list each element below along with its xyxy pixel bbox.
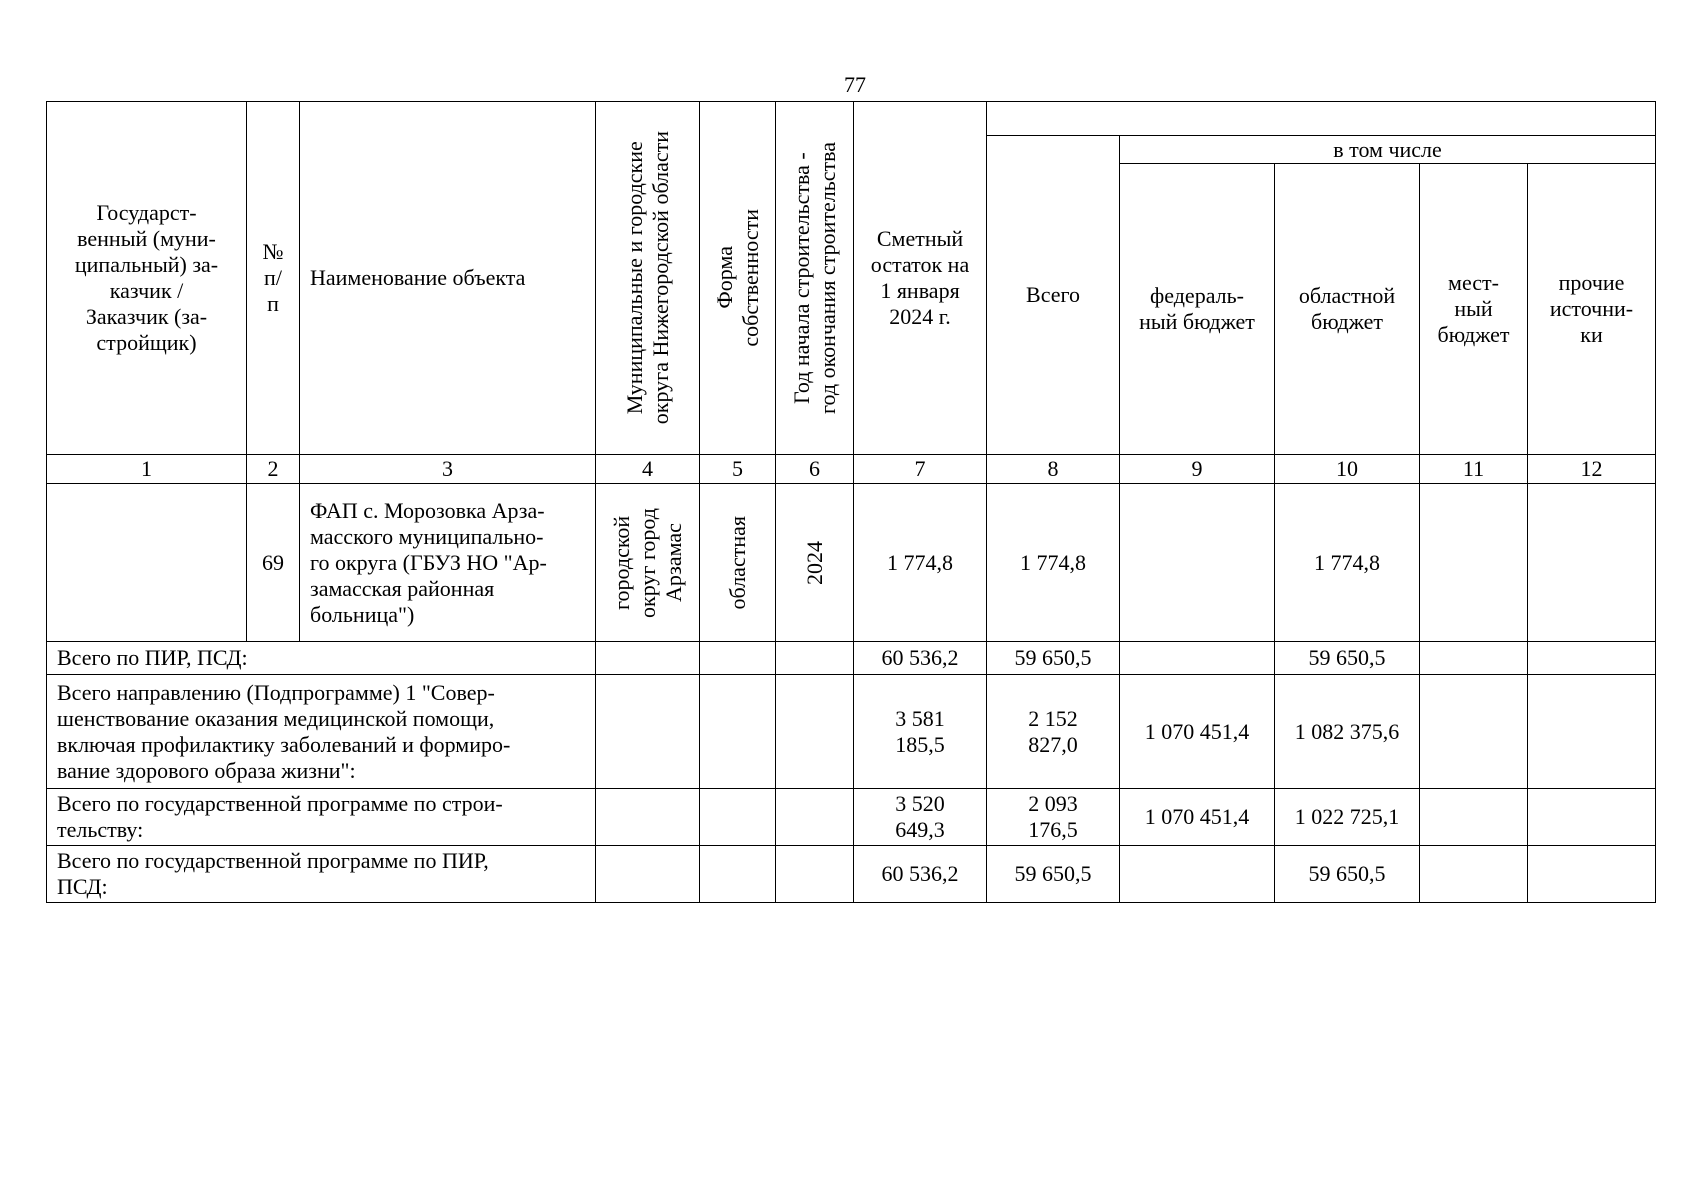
- total-federal: [1120, 642, 1275, 675]
- total-sum: 59 650,5: [987, 642, 1120, 675]
- column-number: 1: [47, 455, 247, 484]
- column-number: 11: [1420, 455, 1528, 484]
- column-number: 4: [596, 455, 700, 484]
- empty-cell: [776, 675, 854, 789]
- empty-cell: [596, 642, 700, 675]
- table-row-total: [47, 789, 1656, 846]
- header-regional: областной бюджет: [1275, 164, 1420, 455]
- header-row-number: № п/ п: [247, 102, 300, 455]
- column-number-row: [47, 455, 1656, 484]
- total-federal: 1 070 451,4: [1120, 789, 1275, 846]
- empty-cell: [700, 642, 776, 675]
- total-estimate: 60 536,2: [854, 642, 987, 675]
- header-ownership: [700, 102, 776, 455]
- total-federal: [1120, 846, 1275, 903]
- total-label: Всего по государственной программе по строи- тельству:: [47, 789, 596, 846]
- column-number: 5: [700, 455, 776, 484]
- header-customer: Государст- венный (муни- ципальный) за- казчик / Заказчик (за- стройщик): [47, 102, 247, 455]
- empty-cell: [596, 846, 700, 903]
- table-row-total: [47, 642, 1656, 675]
- object-years-text: 2024: [801, 540, 827, 585]
- total-other: [1528, 675, 1656, 789]
- header-years-text: Год начала строительства - год окончания строительства: [788, 142, 840, 414]
- total-sum: 2 093 176,5: [987, 789, 1120, 846]
- column-number: 8: [987, 455, 1120, 484]
- header-object-name: Наименование объекта: [300, 102, 596, 455]
- column-number: 10: [1275, 455, 1420, 484]
- total-regional: 59 650,5: [1275, 642, 1420, 675]
- empty-cell: [776, 642, 854, 675]
- header-other: прочие источни- ки: [1528, 164, 1656, 455]
- empty-cell: [776, 789, 854, 846]
- total-other: [1528, 642, 1656, 675]
- table-row-total: [47, 846, 1656, 903]
- total-label: Всего по государственной программе по ПИР, ПСД:: [47, 846, 596, 903]
- total-other: [1528, 789, 1656, 846]
- total-federal: 1 070 451,4: [1120, 675, 1275, 789]
- construction-budget-table: [46, 101, 1656, 903]
- header-total: Всего: [987, 136, 1120, 455]
- object-local: [1420, 484, 1528, 642]
- empty-cell: [776, 846, 854, 903]
- empty-cell: [700, 789, 776, 846]
- object-ownership-text: областная: [724, 515, 750, 610]
- total-local: [1420, 675, 1528, 789]
- column-number: 12: [1528, 455, 1656, 484]
- column-number: 2: [247, 455, 300, 484]
- object-years: [776, 484, 854, 642]
- total-sum: 2 152 827,0: [987, 675, 1120, 789]
- total-regional: 59 650,5: [1275, 846, 1420, 903]
- total-estimate: 3 581 185,5: [854, 675, 987, 789]
- total-regional: 1 022 725,1: [1275, 789, 1420, 846]
- header-including: в том числе: [1120, 136, 1656, 164]
- column-number: 3: [300, 455, 596, 484]
- object-customer: [47, 484, 247, 642]
- total-label: Всего по ПИР, ПСД:: [47, 642, 596, 675]
- column-number: 9: [1120, 455, 1275, 484]
- header-federal: федераль- ный бюджет: [1120, 164, 1275, 455]
- object-total: 1 774,8: [987, 484, 1120, 642]
- total-sum: 59 650,5: [987, 846, 1120, 903]
- object-district-text: городской округ город Арзамас: [608, 507, 686, 618]
- table-row-object: [47, 484, 1656, 642]
- header-district-text: Муниципальные и городские округа Нижегородской области: [621, 131, 673, 425]
- total-estimate: 3 520 649,3: [854, 789, 987, 846]
- total-local: [1420, 846, 1528, 903]
- object-number: 69: [247, 484, 300, 642]
- total-estimate: 60 536,2: [854, 846, 987, 903]
- page-number: 77: [844, 72, 866, 97]
- header-funding-group: [987, 102, 1656, 136]
- total-other: [1528, 846, 1656, 903]
- object-other: [1528, 484, 1656, 642]
- object-federal: [1120, 484, 1275, 642]
- header-estimate: Сметный остаток на 1 января 2024 г.: [854, 102, 987, 455]
- object-regional: 1 774,8: [1275, 484, 1420, 642]
- empty-cell: [700, 846, 776, 903]
- object-estimate: 1 774,8: [854, 484, 987, 642]
- object-name: ФАП с. Морозовка Арза- масского муниципально- го округа (ГБУЗ НО "Ар- замасская районная больница"): [300, 484, 596, 642]
- total-local: [1420, 642, 1528, 675]
- total-local: [1420, 789, 1528, 846]
- empty-cell: [596, 675, 700, 789]
- object-ownership: [700, 484, 776, 642]
- table-row-total: [47, 675, 1656, 789]
- total-label: Всего направлению (Подпрограмме) 1 "Совер- шенствование оказания медицинской помощи, включая профилактику заболеваний и формиро- вание здорового образа жизни":: [47, 675, 596, 789]
- total-regional: 1 082 375,6: [1275, 675, 1420, 789]
- column-number: 6: [776, 455, 854, 484]
- object-district: [596, 484, 700, 642]
- header-years: [776, 102, 854, 455]
- header-district: [596, 102, 700, 455]
- empty-cell: [700, 675, 776, 789]
- column-number: 7: [854, 455, 987, 484]
- empty-cell: [596, 789, 700, 846]
- header-ownership-text: Форма собственности: [711, 209, 763, 347]
- header-local: мест- ный бюджет: [1420, 164, 1528, 455]
